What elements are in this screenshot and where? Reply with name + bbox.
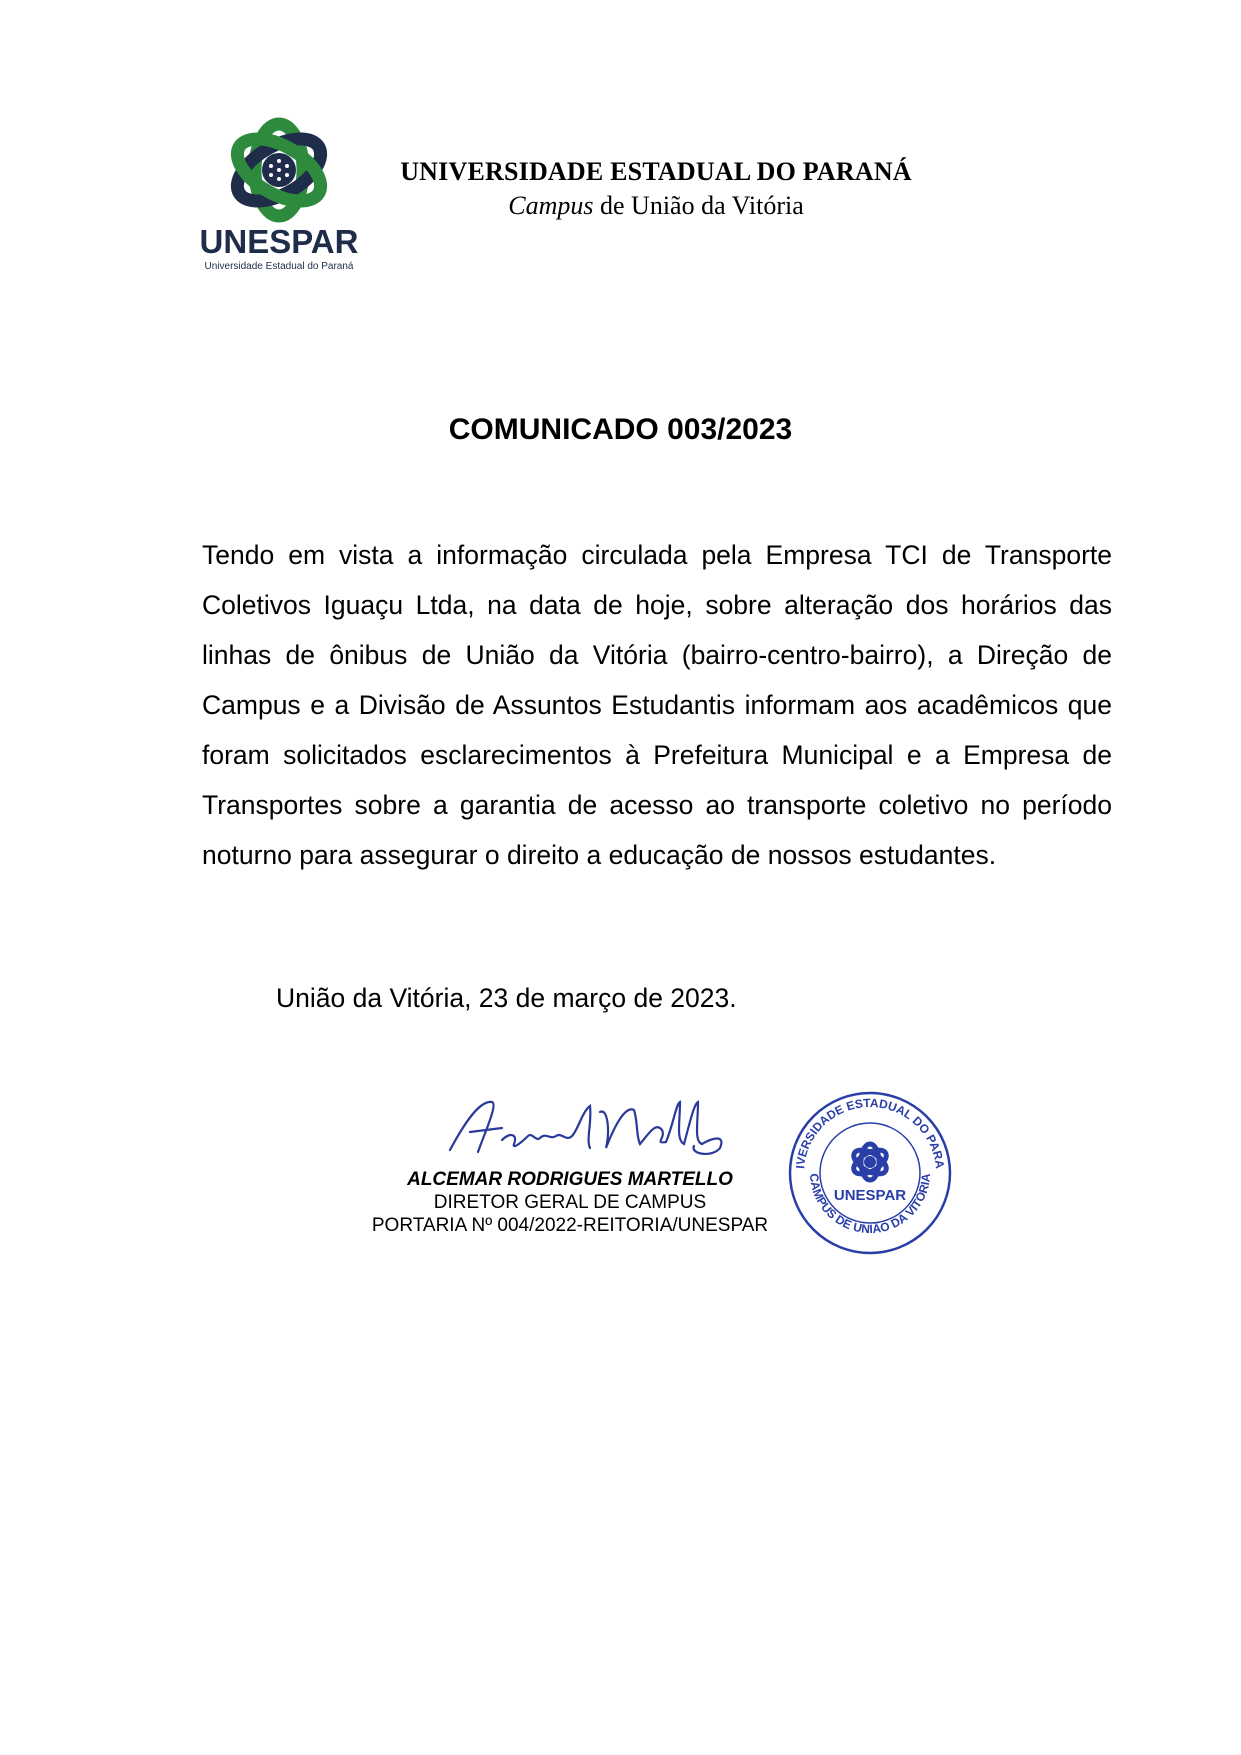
logo-wordmark: UNESPAR bbox=[200, 223, 358, 260]
document-title: COMUNICADO 003/2023 bbox=[448, 413, 793, 446]
unespar-logo-icon bbox=[200, 108, 358, 283]
university-name: UNIVERSIDADE ESTADUAL DO PARANÁ bbox=[400, 157, 912, 186]
campus-name: de União da Vitória bbox=[593, 191, 804, 220]
stamp-top-text: IVERSIDADE ESTADUAL DO PARA bbox=[793, 1095, 947, 1170]
university-stamp bbox=[785, 1088, 955, 1258]
signature-block bbox=[340, 1168, 800, 1237]
stamp-center-text: UNESPAR bbox=[833, 1187, 907, 1204]
handwritten-signature bbox=[440, 1092, 740, 1172]
campus-word: Campus bbox=[508, 191, 594, 220]
logo-subtext: Universidade Estadual do Paraná bbox=[204, 261, 354, 272]
unespar-logo bbox=[200, 108, 358, 283]
signer-ordinance: PORTARIA Nº 004/2022-REITORIA/UNESPAR bbox=[371, 1215, 769, 1236]
campus-line bbox=[376, 191, 936, 221]
svg-text:UNIVERSIDADE ESTADUAL DO PARAN bbox=[785, 1088, 947, 1170]
stamp-seal-icon bbox=[785, 1088, 955, 1258]
signer-role: DIRETOR GERAL DE CAMPUS bbox=[433, 1192, 707, 1213]
stamp-bottom-text: CAMPUS DE UNIÃO DA VITÓRIA bbox=[806, 1172, 934, 1237]
document-body: Tendo em vista a informação circulada pela Empresa TCI de Transporte Coletivos Iguaçu Ltda, na data de hoje, sobre alteração dos horários das linhas de ônibus de União da Vitória (bairro-centro-bairro), a Direção de Campus e a Divisão de Assuntos Estudantis informam aos acadêmicos que foram solicitados esclarecimentos à Prefeitura Municipal e a Empresa de Transportes sobre a garantia de acesso ao transporte coletivo no período noturno para assegurar o direito a educação de nossos estudantes. bbox=[202, 540, 1112, 870]
signature-icon bbox=[440, 1092, 740, 1172]
date-line: União da Vitória, 23 de março de 2023. bbox=[276, 983, 737, 1013]
signer-name: ALCEMAR RODRIGUES MARTELLO bbox=[407, 1169, 733, 1190]
